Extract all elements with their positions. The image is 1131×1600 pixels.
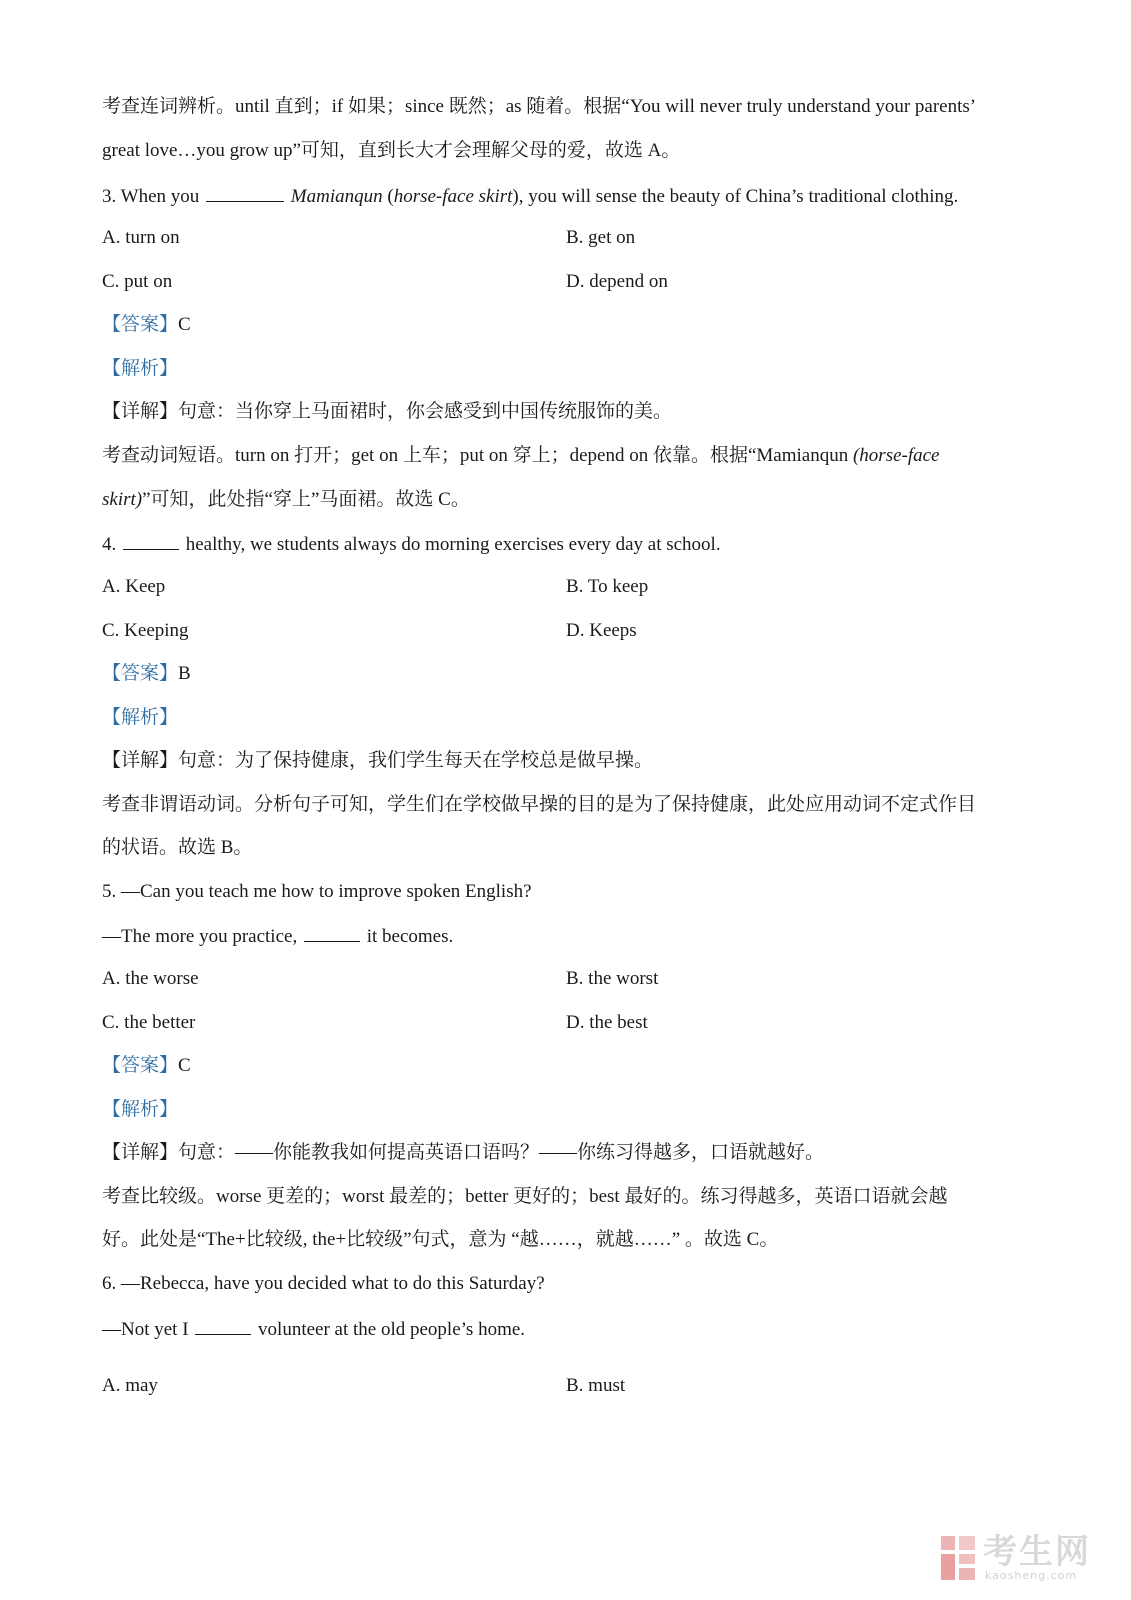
q5-explanation-line-1: 考查比较级。worse 更差的；worst 最差的；better 更好的；best 最好的。练习得越多，英语口语就会越 [102, 1186, 948, 1207]
q3-exp1-text: 考查动词短语。turn on 打开；get on 上车；put on 穿上；depend on 依靠。根据“Mamianqun [102, 445, 853, 466]
q5-blank [304, 923, 360, 942]
q4-blank [123, 531, 179, 550]
q3-explanation-line-1 [102, 444, 1032, 468]
q3-exp2-italic: skirt) [102, 489, 143, 510]
q5-option-c: C. the better [102, 1012, 196, 1033]
q3-prefix: 3. When you [102, 186, 200, 207]
q3-blank [206, 183, 284, 202]
q4-option-a: A. Keep [102, 576, 166, 597]
q3-explanation-line-2 [102, 488, 1032, 512]
question-5-line-2 [102, 923, 1032, 949]
q5-analysis-tag: 【解析】 [102, 1099, 179, 1120]
q4-number: 4. [102, 534, 117, 555]
q3-answer-value: C [178, 314, 191, 335]
question-6-line-2 [102, 1316, 1032, 1342]
q4-analysis-tag: 【解析】 [102, 707, 179, 728]
q5-line2-suffix: it becomes. [361, 926, 454, 947]
q3-option-a: A. turn on [102, 227, 180, 248]
q6-option-a: A. may [102, 1375, 158, 1396]
q4-answer [102, 662, 1032, 686]
q4-answer-tag: 【答案】 [102, 663, 179, 684]
question-3 [102, 183, 1032, 209]
q3-option-d: D. depend on [566, 271, 668, 292]
q6-line2-prefix: —Not yet I [102, 1319, 189, 1340]
q5-answer-value: C [178, 1055, 191, 1076]
q3-suffix: ), you will sense the beauty of China’s traditional clothing. [512, 186, 959, 207]
q4-explanation-line-1: 考查非谓语动词。分析句子可知，学生们在学校做早操的目的是为了保持健康，此处应用动词不定式作目 [102, 794, 977, 815]
q5-answer [102, 1054, 1032, 1078]
q3-analysis-tag: 【解析】 [102, 358, 179, 379]
q4-text: healthy, we students always do morning exercises every day at school. [181, 534, 721, 555]
q4-explanation-line-2: 的状语。故选 B。 [102, 837, 253, 858]
q5-explanation-line-2: 好。此处是“The+比较级, the+比较级”句式，意为 “越……，就越……” 。故选 C。 [102, 1229, 779, 1250]
question-5-line-1: 5. —Can you teach me how to improve spoken English? [102, 881, 532, 902]
q3-option-c: C. put on [102, 271, 173, 292]
watermark-logo [941, 1532, 1111, 1584]
q3-exp2-text: ”可知，此处指“穿上”马面裙。故选 C。 [142, 489, 470, 510]
q3-option-b: B. get on [566, 227, 636, 248]
q6-blank [195, 1316, 251, 1335]
q6-option-b: B. must [566, 1375, 626, 1396]
q2-explanation-line-2: great love…you grow up”可知，直到长大才会理解父母的爱，故选 A。 [102, 140, 681, 161]
q5-detail: 【详解】句意：——你能教我如何提高英语口语吗？——你练习得越多，口语就越好。 [102, 1142, 825, 1163]
watermark-url: kaosheng.com [985, 1569, 1078, 1582]
q3-italic-gloss: horse-face skirt [393, 186, 513, 207]
q5-line2-prefix: —The more you practice, [102, 926, 298, 947]
q4-option-c: C. Keeping [102, 620, 189, 641]
q4-option-b: B. To keep [566, 576, 649, 597]
q5-option-b: B. the worst [566, 968, 659, 989]
q4-detail: 【详解】句意：为了保持健康，我们学生每天在学校总是做早操。 [102, 750, 654, 771]
q6-line2-suffix: volunteer at the old people’s home. [253, 1319, 526, 1340]
question-4 [102, 531, 1032, 557]
q5-option-d: D. the best [566, 1012, 648, 1033]
q3-italic-term: Mamianqun [290, 186, 383, 207]
question-6-line-1: 6. —Rebecca, have you decided what to do this Saturday? [102, 1273, 545, 1294]
q4-answer-value: B [178, 663, 191, 684]
q4-option-d: D. Keeps [566, 620, 637, 641]
q2-explanation-line-1: 考查连词辨析。until 直到；if 如果；since 既然；as 随着。根据“You will never truly understand your parents’ [102, 96, 977, 117]
q3-answer [102, 313, 1032, 337]
q3-detail: 【详解】句意：当你穿上马面裙时，你会感受到中国传统服饰的美。 [102, 401, 673, 422]
watermark-brand: 考生网 [983, 1532, 1091, 1572]
q3-paren-open: ( [382, 186, 394, 207]
q3-exp1-italic: (horse-face [852, 445, 940, 466]
q5-option-a: A. the worse [102, 968, 199, 989]
q5-answer-tag: 【答案】 [102, 1055, 179, 1076]
logo-mark-icon [941, 1536, 975, 1580]
q3-answer-tag: 【答案】 [102, 314, 179, 335]
